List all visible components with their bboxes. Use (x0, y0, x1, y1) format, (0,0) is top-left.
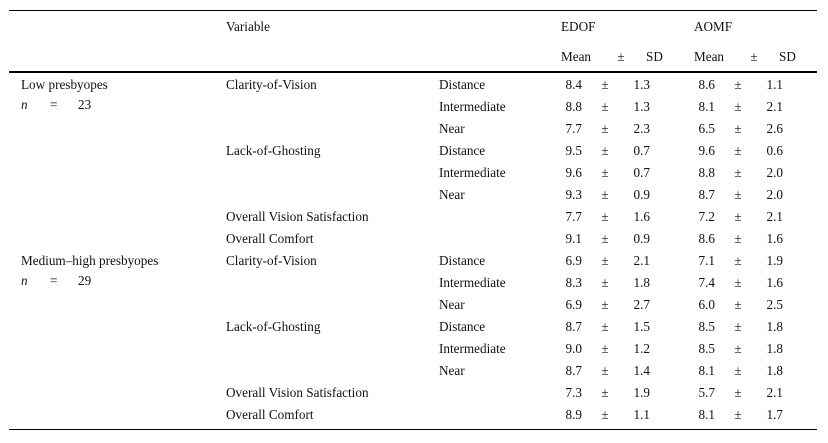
edof-pm-cell: ± (601, 209, 609, 224)
condition-cell: Near (439, 297, 465, 312)
aomf-pm-cell: ± (734, 363, 742, 378)
variable-cell: Overall Comfort (226, 407, 314, 422)
aomf-pm-cell: ± (734, 143, 742, 158)
edof-sd-cell: 1.2 (633, 341, 650, 356)
edof-pm-cell: ± (601, 187, 609, 202)
aomf-mean-cell: 8.1 (698, 407, 715, 422)
condition-cell: Distance (439, 143, 486, 158)
edof-pm-cell: ± (601, 363, 609, 378)
aomf-pm-cell: ± (734, 121, 742, 136)
variable-cell: Clarity-of-Vision (226, 253, 317, 268)
aomf-mean-cell: 5.7 (698, 385, 715, 400)
group-label-medium-high: Medium–high presbyopes (21, 253, 159, 268)
aomf-mean-cell: 6.5 (698, 121, 715, 136)
edof-sd-cell: 2.1 (633, 253, 650, 268)
aomf-mean-cell: 8.1 (698, 363, 715, 378)
edof-mean-cell: 9.5 (565, 143, 582, 158)
edof-mean-cell: 7.7 (565, 209, 582, 224)
aomf-mean-cell: 7.2 (698, 209, 715, 224)
edof-mean-cell: 9.1 (565, 231, 582, 246)
edof-sd-cell: 0.9 (633, 231, 650, 246)
header-edof-pm: ± (617, 49, 625, 64)
header-aomf: AOMF (694, 19, 733, 34)
aomf-sd-cell: 1.7 (766, 407, 783, 422)
edof-pm-cell: ± (601, 275, 609, 290)
aomf-mean-cell: 7.1 (698, 253, 715, 268)
edof-pm-cell: ± (601, 407, 609, 422)
aomf-pm-cell: ± (734, 187, 742, 202)
edof-sd-cell: 1.1 (633, 407, 650, 422)
aomf-pm-cell: ± (734, 231, 742, 246)
aomf-pm-cell: ± (734, 407, 742, 422)
header-aomf-sd: SD (779, 49, 796, 64)
header-edof: EDOF (561, 19, 596, 34)
edof-pm-cell: ± (601, 99, 609, 114)
aomf-sd-cell: 1.8 (766, 341, 783, 356)
edof-mean-cell: 8.7 (565, 363, 582, 378)
header-edof-sd: SD (646, 49, 663, 64)
variable-cell: Clarity-of-Vision (226, 77, 317, 92)
condition-cell: Distance (439, 253, 486, 268)
aomf-sd-cell: 2.0 (766, 187, 783, 202)
aomf-pm-cell: ± (734, 385, 742, 400)
group-n-label-low: n (21, 97, 28, 112)
aomf-sd-cell: 2.1 (766, 385, 783, 400)
aomf-mean-cell: 8.6 (698, 231, 715, 246)
group-n-value-medium-high: 29 (78, 273, 92, 288)
aomf-mean-cell: 8.5 (698, 319, 715, 334)
aomf-sd-cell: 1.8 (766, 319, 783, 334)
edof-pm-cell: ± (601, 165, 609, 180)
aomf-sd-cell: 2.5 (766, 297, 783, 312)
edof-sd-cell: 1.8 (633, 275, 650, 290)
aomf-pm-cell: ± (734, 165, 742, 180)
aomf-sd-cell: 1.9 (766, 253, 783, 268)
edof-mean-cell: 8.7 (565, 319, 582, 334)
variable-cell: Overall Vision Satisfaction (226, 385, 369, 400)
edof-mean-cell: 9.6 (565, 165, 582, 180)
header-variable: Variable (226, 19, 270, 34)
aomf-mean-cell: 8.7 (698, 187, 715, 202)
condition-cell: Distance (439, 319, 486, 334)
condition-cell: Near (439, 121, 465, 136)
edof-mean-cell: 7.3 (565, 385, 582, 400)
aomf-mean-cell: 8.1 (698, 99, 715, 114)
table-top-rule (9, 10, 817, 11)
aomf-sd-cell: 2.1 (766, 99, 783, 114)
aomf-sd-cell: 1.6 (766, 231, 783, 246)
variable-cell: Overall Vision Satisfaction (226, 209, 369, 224)
edof-mean-cell: 8.3 (565, 275, 582, 290)
condition-cell: Intermediate (439, 99, 506, 114)
aomf-pm-cell: ± (734, 319, 742, 334)
aomf-pm-cell: ± (734, 341, 742, 356)
edof-sd-cell: 0.7 (633, 143, 650, 158)
condition-cell: Near (439, 363, 465, 378)
edof-pm-cell: ± (601, 77, 609, 92)
edof-mean-cell: 6.9 (565, 253, 582, 268)
header-aomf-pm: ± (750, 49, 758, 64)
edof-sd-cell: 0.7 (633, 165, 650, 180)
edof-pm-cell: ± (601, 319, 609, 334)
edof-mean-cell: 9.0 (565, 341, 582, 356)
edof-mean-cell: 6.9 (565, 297, 582, 312)
edof-pm-cell: ± (601, 385, 609, 400)
edof-sd-cell: 0.9 (633, 187, 650, 202)
edof-mean-cell: 8.9 (565, 407, 582, 422)
aomf-pm-cell: ± (734, 275, 742, 290)
edof-pm-cell: ± (601, 253, 609, 268)
aomf-sd-cell: 0.6 (766, 143, 783, 158)
edof-pm-cell: ± (601, 231, 609, 246)
edof-sd-cell: 1.6 (633, 209, 650, 224)
table-bottom-rule (9, 429, 817, 430)
table-header-rule (9, 71, 817, 73)
edof-sd-cell: 1.5 (633, 319, 650, 334)
aomf-sd-cell: 1.1 (766, 77, 783, 92)
edof-sd-cell: 1.3 (633, 77, 650, 92)
aomf-mean-cell: 8.6 (698, 77, 715, 92)
edof-mean-cell: 9.3 (565, 187, 582, 202)
aomf-pm-cell: ± (734, 209, 742, 224)
aomf-pm-cell: ± (734, 297, 742, 312)
header-edof-mean: Mean (561, 49, 592, 64)
edof-pm-cell: ± (601, 143, 609, 158)
edof-pm-cell: ± (601, 341, 609, 356)
group-n-eq-low: = (50, 97, 58, 112)
edof-sd-cell: 1.9 (633, 385, 650, 400)
header-aomf-mean: Mean (694, 49, 725, 64)
aomf-sd-cell: 1.8 (766, 363, 783, 378)
edof-mean-cell: 8.8 (565, 99, 582, 114)
edof-sd-cell: 1.3 (633, 99, 650, 114)
aomf-sd-cell: 2.0 (766, 165, 783, 180)
aomf-pm-cell: ± (734, 77, 742, 92)
condition-cell: Intermediate (439, 165, 506, 180)
aomf-pm-cell: ± (734, 99, 742, 114)
aomf-mean-cell: 6.0 (698, 297, 715, 312)
edof-pm-cell: ± (601, 297, 609, 312)
edof-sd-cell: 2.7 (633, 297, 650, 312)
edof-sd-cell: 2.3 (633, 121, 650, 136)
aomf-sd-cell: 2.1 (766, 209, 783, 224)
condition-cell: Near (439, 187, 465, 202)
edof-mean-cell: 8.4 (565, 77, 582, 92)
variable-cell: Overall Comfort (226, 231, 314, 246)
aomf-sd-cell: 2.6 (766, 121, 783, 136)
aomf-mean-cell: 9.6 (698, 143, 715, 158)
condition-cell: Intermediate (439, 275, 506, 290)
variable-cell: Lack-of-Ghosting (226, 319, 321, 334)
aomf-mean-cell: 7.4 (698, 275, 715, 290)
group-n-label-medium-high: n (21, 273, 28, 288)
variable-cell: Lack-of-Ghosting (226, 143, 321, 158)
aomf-sd-cell: 1.6 (766, 275, 783, 290)
condition-cell: Intermediate (439, 341, 506, 356)
group-n-value-low: 23 (78, 97, 92, 112)
edof-sd-cell: 1.4 (633, 363, 650, 378)
edof-pm-cell: ± (601, 121, 609, 136)
aomf-mean-cell: 8.8 (698, 165, 715, 180)
condition-cell: Distance (439, 77, 486, 92)
group-n-eq-medium-high: = (50, 273, 58, 288)
group-label-low: Low presbyopes (21, 77, 108, 92)
aomf-pm-cell: ± (734, 253, 742, 268)
aomf-mean-cell: 8.5 (698, 341, 715, 356)
edof-mean-cell: 7.7 (565, 121, 582, 136)
